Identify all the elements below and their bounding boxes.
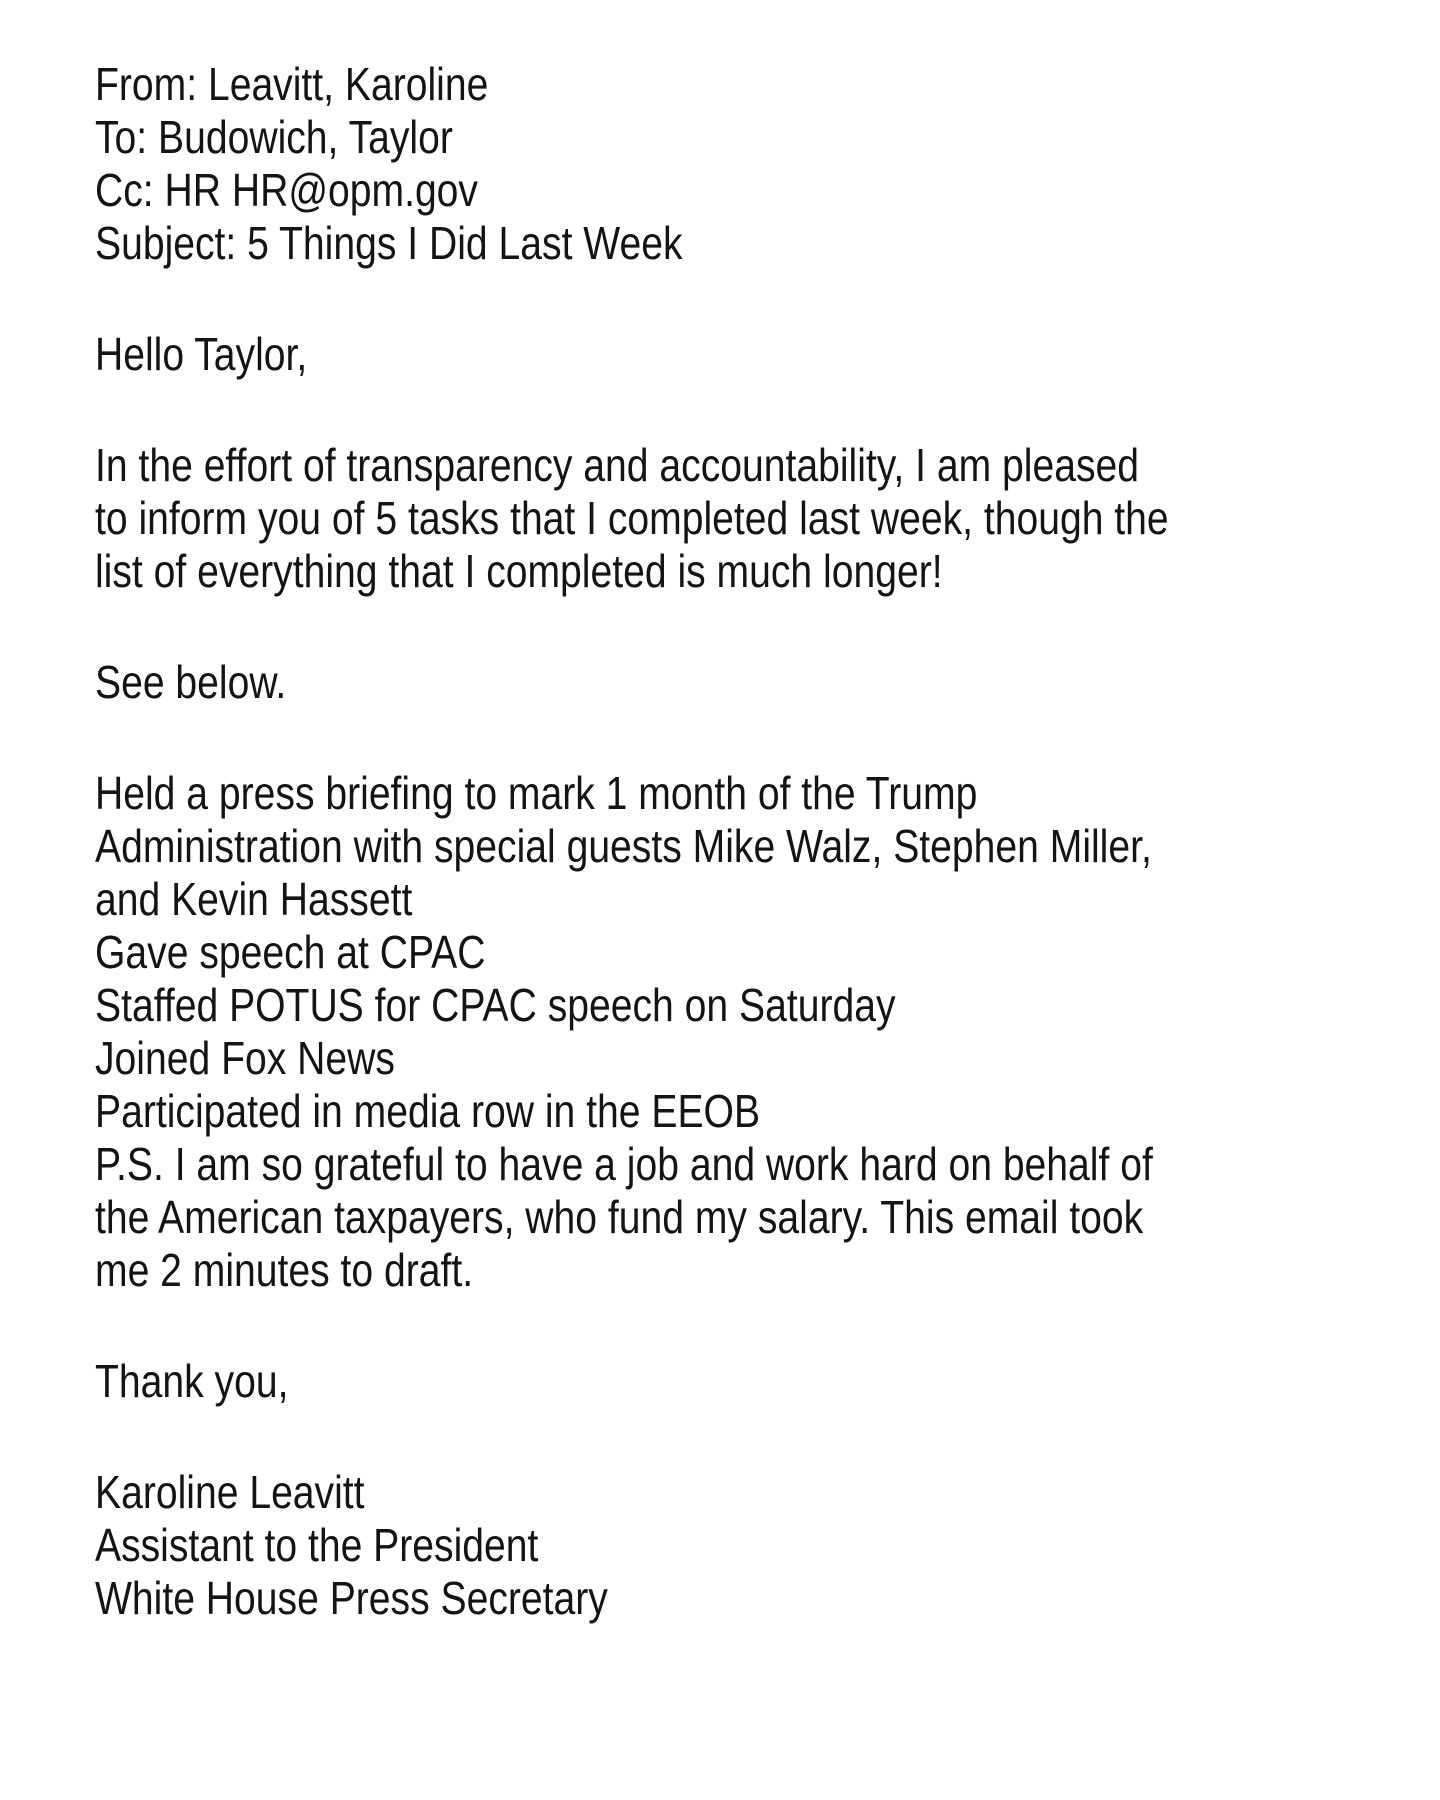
signature-title2: White House Press Secretary [95, 1572, 608, 1624]
signature-name: Karoline Leavitt [95, 1466, 365, 1518]
signature-title1: Assistant to the President [95, 1519, 539, 1571]
task-item: Gave speech at CPAC [95, 926, 486, 978]
email-body [95, 58, 1180, 1625]
closing-line: Thank you, [95, 1355, 289, 1407]
tasks-and-postscript-block [95, 767, 1180, 1297]
task-item: Staffed POTUS for CPAC speech on Saturday [95, 979, 896, 1031]
header-subject: Subject: 5 Things I Did Last Week [95, 217, 683, 269]
header-cc: Cc: HR HR@opm.gov [95, 164, 478, 216]
header-from: From: Leavitt, Karoline [95, 58, 489, 110]
task-item: Joined Fox News [95, 1032, 395, 1084]
postscript: P.S. I am so grateful to have a job and work hard on behalf of the American taxpayers, who fund my salary. This email took me 2 minutes to draft. [95, 1138, 1153, 1296]
greeting: Hello Taylor, [95, 328, 308, 380]
see-below-line: See below. [95, 656, 287, 708]
intro-paragraph: In the effort of transparency and accountability, I am pleased to inform you of 5 tasks that I completed last week, though the list of everything that I completed is much longer! [95, 439, 1169, 597]
task-item: Held a press briefing to mark 1 month of the Trump Administration with special guests Mike Walz, Stephen Miller, and Kevin Hassett [95, 767, 1152, 925]
email-header-block [95, 58, 1180, 270]
task-item: Participated in media row in the EEOB [95, 1085, 761, 1137]
signature-block [95, 1466, 1180, 1625]
header-to: To: Budowich, Taylor [95, 111, 453, 163]
